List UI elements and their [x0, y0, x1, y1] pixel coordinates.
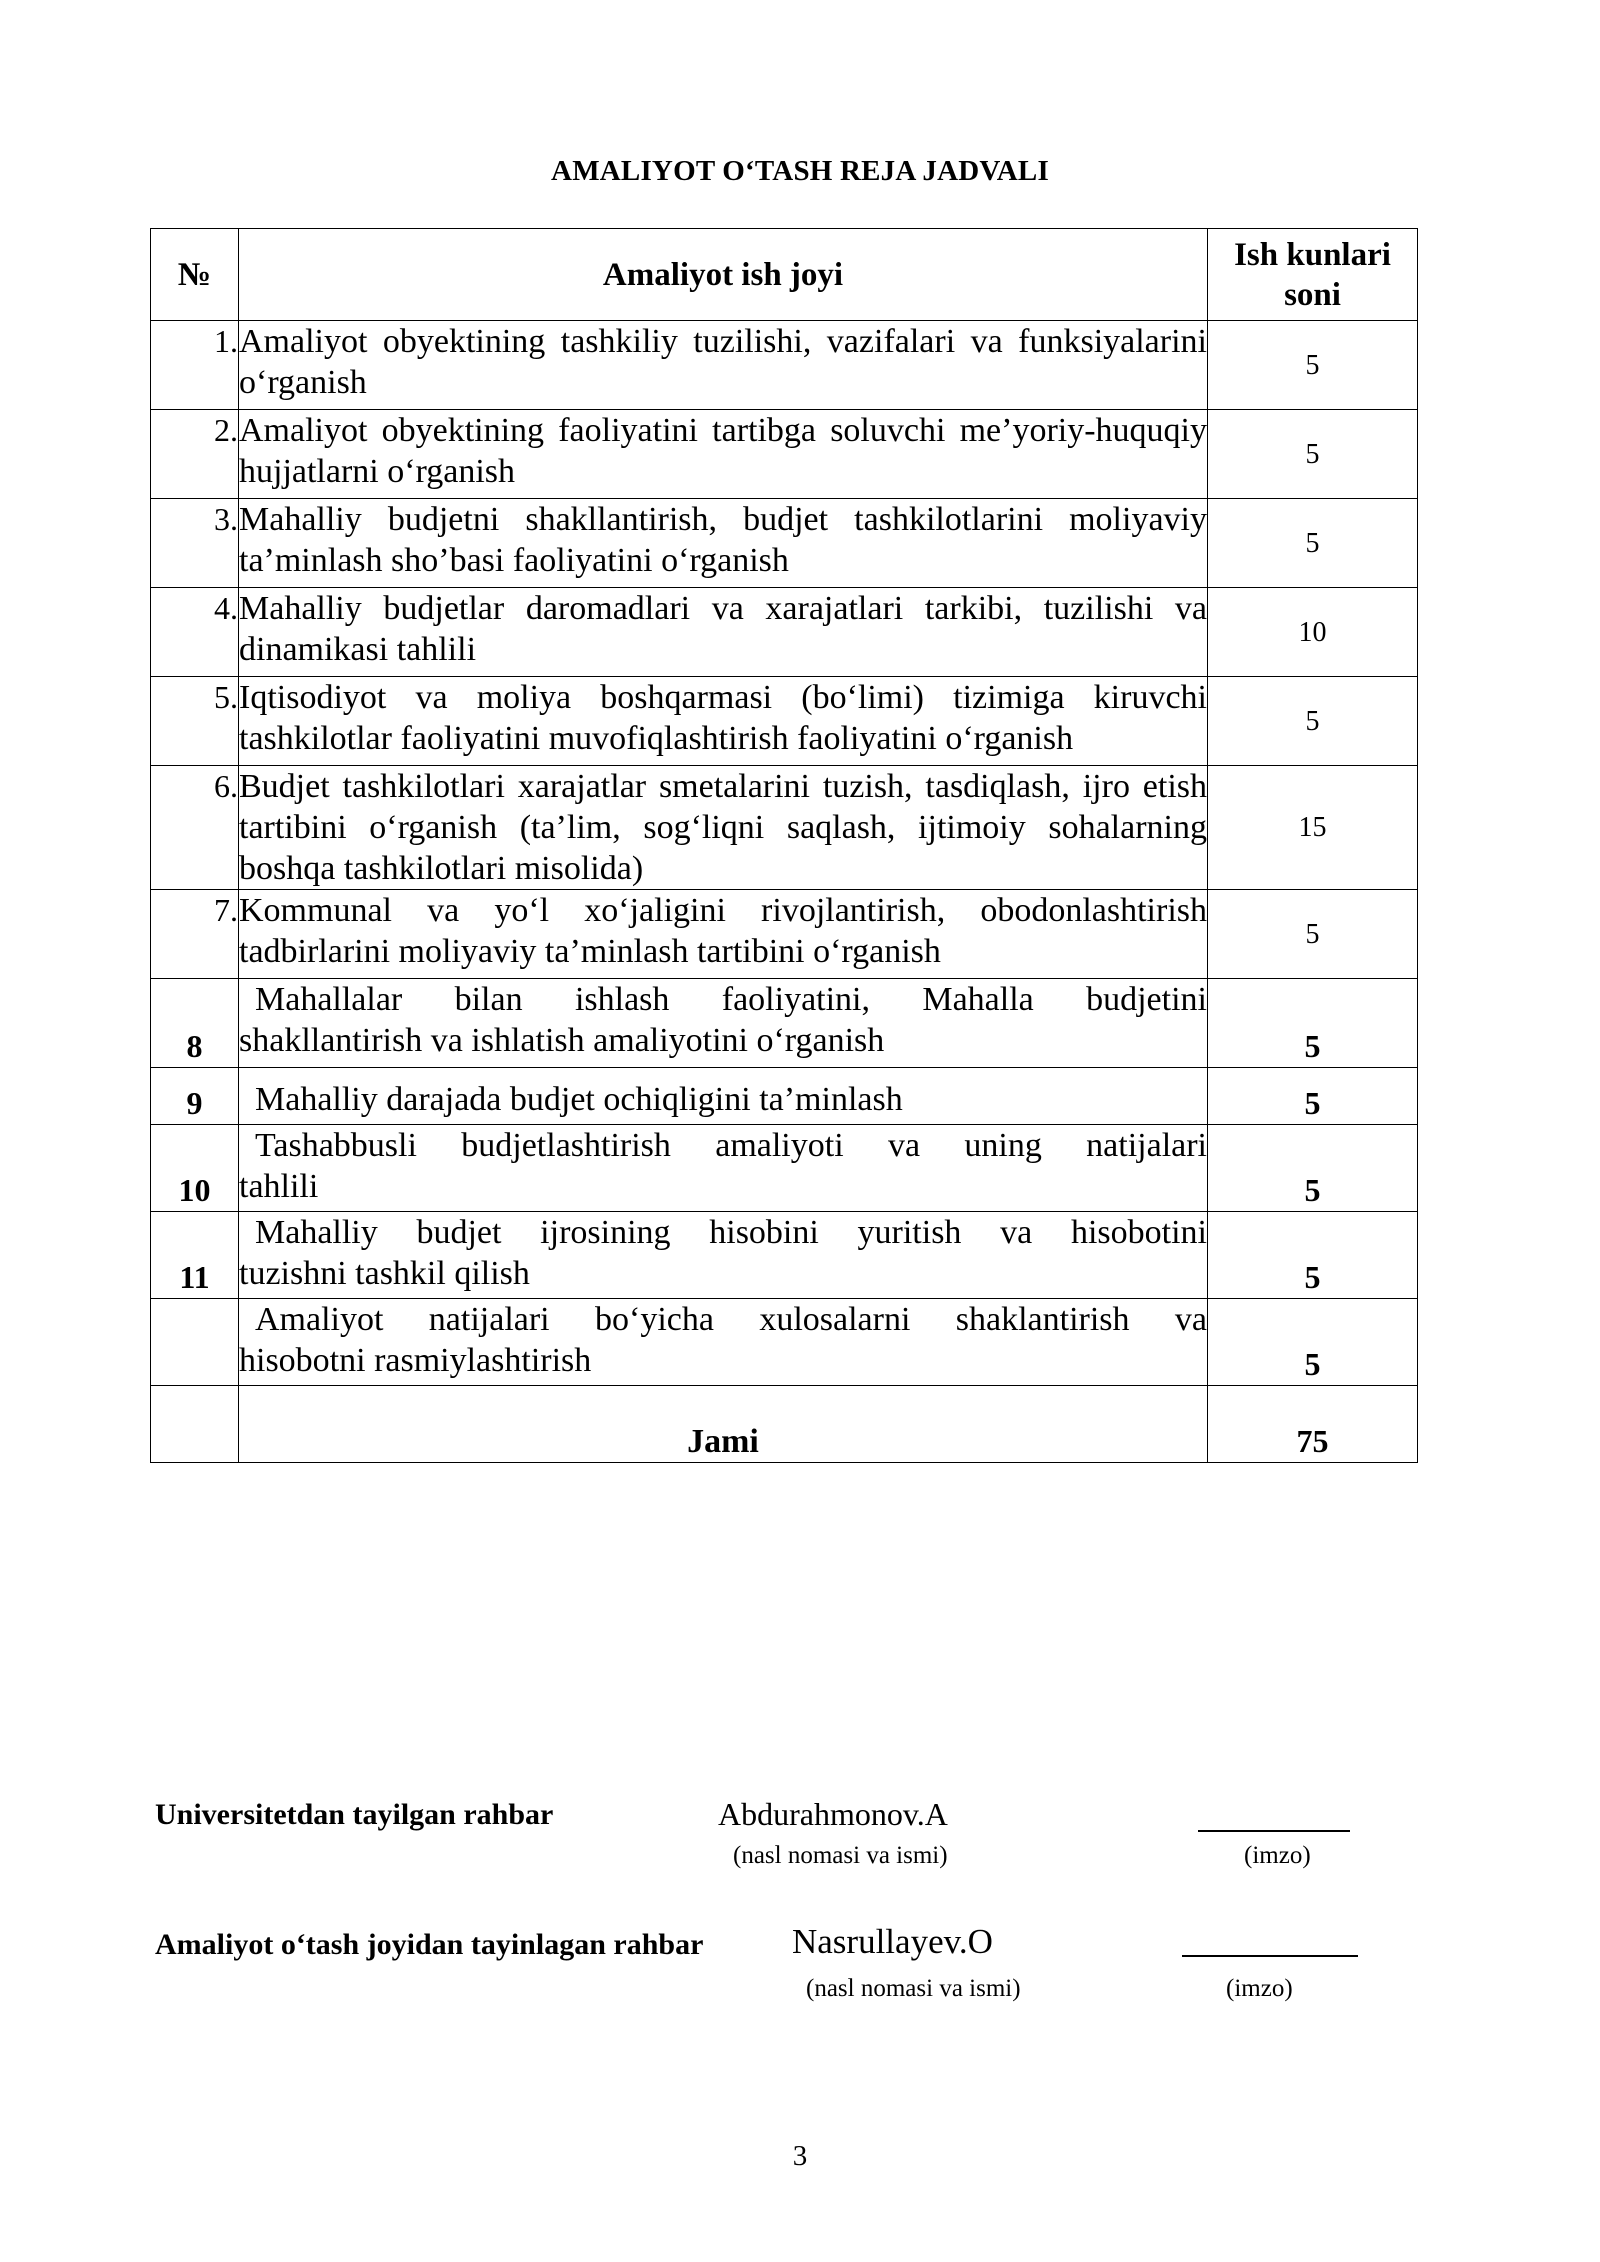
row-number: 6.	[151, 766, 239, 890]
row-days: 5	[1208, 410, 1418, 499]
practice-plan-table	[150, 228, 1418, 1463]
row-text-line: tuzishni tashkil qilish	[239, 1255, 530, 1292]
total-number-cell	[151, 1386, 239, 1463]
row-text	[239, 1299, 1208, 1386]
table-row	[151, 890, 1418, 979]
table-row	[151, 766, 1418, 890]
row-text: Budjet tashkilotlari xarajatlar smetalarini tuzish, tasdiqlash, ijro etish tartibini o‘rganish (ta’lim, sog‘liqni saqlash, ijtimoiy sohalarning boshqa tashkilotlari misolida)	[239, 766, 1208, 890]
header-work-place: Amaliyot ish joyi	[239, 229, 1208, 321]
row-number: 10	[151, 1125, 239, 1212]
row-days: 5	[1208, 890, 1418, 979]
row-text-line: hisobotni rasmiylashtirish	[239, 1342, 592, 1379]
row-text: Kommunal va yo‘l xo‘jaligini rivojlantirish, obodonlashtirish tadbirlarini moliyaviy ta’minlash tartibini o‘rganish	[239, 890, 1208, 979]
header-work-days: Ish kunlari soni	[1208, 229, 1418, 321]
table-row	[151, 1125, 1418, 1212]
row-text: Amaliyot obyektining tashkiliy tuzilishi, vazifalari va funksiyalarini o‘rganish	[239, 321, 1208, 410]
university-name-caption: (nasl nomasi va ismi)	[733, 1842, 948, 1869]
table-row	[151, 677, 1418, 766]
table-row	[151, 979, 1418, 1068]
row-text: Iqtisodiyot va moliya boshqarmasi (bo‘limi) tizimiga kiruvchi tashkilotlar faoliyatini muvofiqlashtirish faoliyatini o‘rganish	[239, 677, 1208, 766]
row-number: 9	[151, 1068, 239, 1125]
workplace-sign-caption: (imzo)	[1226, 1975, 1293, 2002]
row-days: 10	[1208, 588, 1418, 677]
row-text	[239, 1212, 1208, 1299]
row-number: 3.	[151, 499, 239, 588]
total-label: Jami	[239, 1386, 1208, 1463]
table-row	[151, 1299, 1418, 1386]
table-header-row	[151, 229, 1418, 321]
row-days: 5	[1208, 979, 1418, 1068]
row-number: 4.	[151, 588, 239, 677]
header-number: №	[151, 229, 239, 321]
row-days: 5	[1208, 1212, 1418, 1299]
university-supervisor-role: Universitetdan tayilgan rahbar	[155, 1798, 554, 1831]
row-text: Mahalliy budjetlar daromadlari va xarajatlari tarkibi, tuzilishi va dinamikasi tahlili	[239, 588, 1208, 677]
row-text	[239, 1125, 1208, 1212]
row-number: 5.	[151, 677, 239, 766]
row-text-line: Mahalliy budjet ijrosining hisobini yuritish va hisobotini	[255, 1214, 1207, 1251]
workplace-supervisor-role: Amaliyot o‘tash joyidan tayinlagan rahbar	[155, 1928, 704, 1961]
table-row	[151, 1212, 1418, 1299]
workplace-signature-line	[1182, 1955, 1358, 1957]
table-row	[151, 588, 1418, 677]
row-text	[239, 979, 1208, 1068]
row-number: 8	[151, 979, 239, 1068]
table-rows-numbered	[151, 321, 1418, 979]
row-text-line: tahlili	[239, 1168, 319, 1205]
workplace-name-caption: (nasl nomasi va ismi)	[806, 1975, 1021, 2002]
row-text: Mahalliy budjetni shakllantirish, budjet tashkilotlarini moliyaviy ta’minlash sho’basi faoliyatini o‘rganish	[239, 499, 1208, 588]
row-text: Mahalliy darajada budjet ochiqligini ta’minlash	[239, 1068, 1208, 1125]
table-row	[151, 410, 1418, 499]
row-days: 5	[1208, 677, 1418, 766]
row-days: 5	[1208, 1125, 1418, 1212]
university-signature-line	[1198, 1830, 1350, 1832]
row-days: 5	[1208, 499, 1418, 588]
row-days: 5	[1208, 1068, 1418, 1125]
row-text-line: Mahallalar bilan ishlash faoliyatini, Mahalla budjetini	[255, 981, 1207, 1018]
page-number: 3	[792, 2140, 808, 2172]
row-number: 11	[151, 1212, 239, 1299]
row-number: 1.	[151, 321, 239, 410]
table-row	[151, 1068, 1418, 1125]
row-text: Amaliyot obyektining faoliyatini tartibga soluvchi me’yoriy-huquqiy hujjatlarni o‘rganish	[239, 410, 1208, 499]
row-days: 15	[1208, 766, 1418, 890]
table-total-row	[151, 1386, 1418, 1463]
row-days: 5	[1208, 1299, 1418, 1386]
table-row	[151, 499, 1418, 588]
workplace-supervisor-name: Nasrullayev.O	[792, 1922, 993, 1961]
table-row	[151, 321, 1418, 410]
row-number: 7.	[151, 890, 239, 979]
university-supervisor-name: Abdurahmonov.A	[718, 1796, 948, 1832]
row-text-line: Tashabbusli budjetlashtirish amaliyoti va uning natijalari	[255, 1127, 1207, 1164]
row-number	[151, 1299, 239, 1386]
row-number: 2.	[151, 410, 239, 499]
row-days: 5	[1208, 321, 1418, 410]
row-text-line: Amaliyot natijalari bo‘yicha xulosalarni shaklantirish va	[255, 1301, 1207, 1338]
document-title: AMALIYOT O‘TASH REJA JADVALI	[551, 155, 1049, 187]
total-days: 75	[1208, 1386, 1418, 1463]
university-sign-caption: (imzo)	[1244, 1842, 1311, 1869]
row-text-line: shakllantirish va ishlatish amaliyotini o‘rganish	[239, 1022, 885, 1059]
